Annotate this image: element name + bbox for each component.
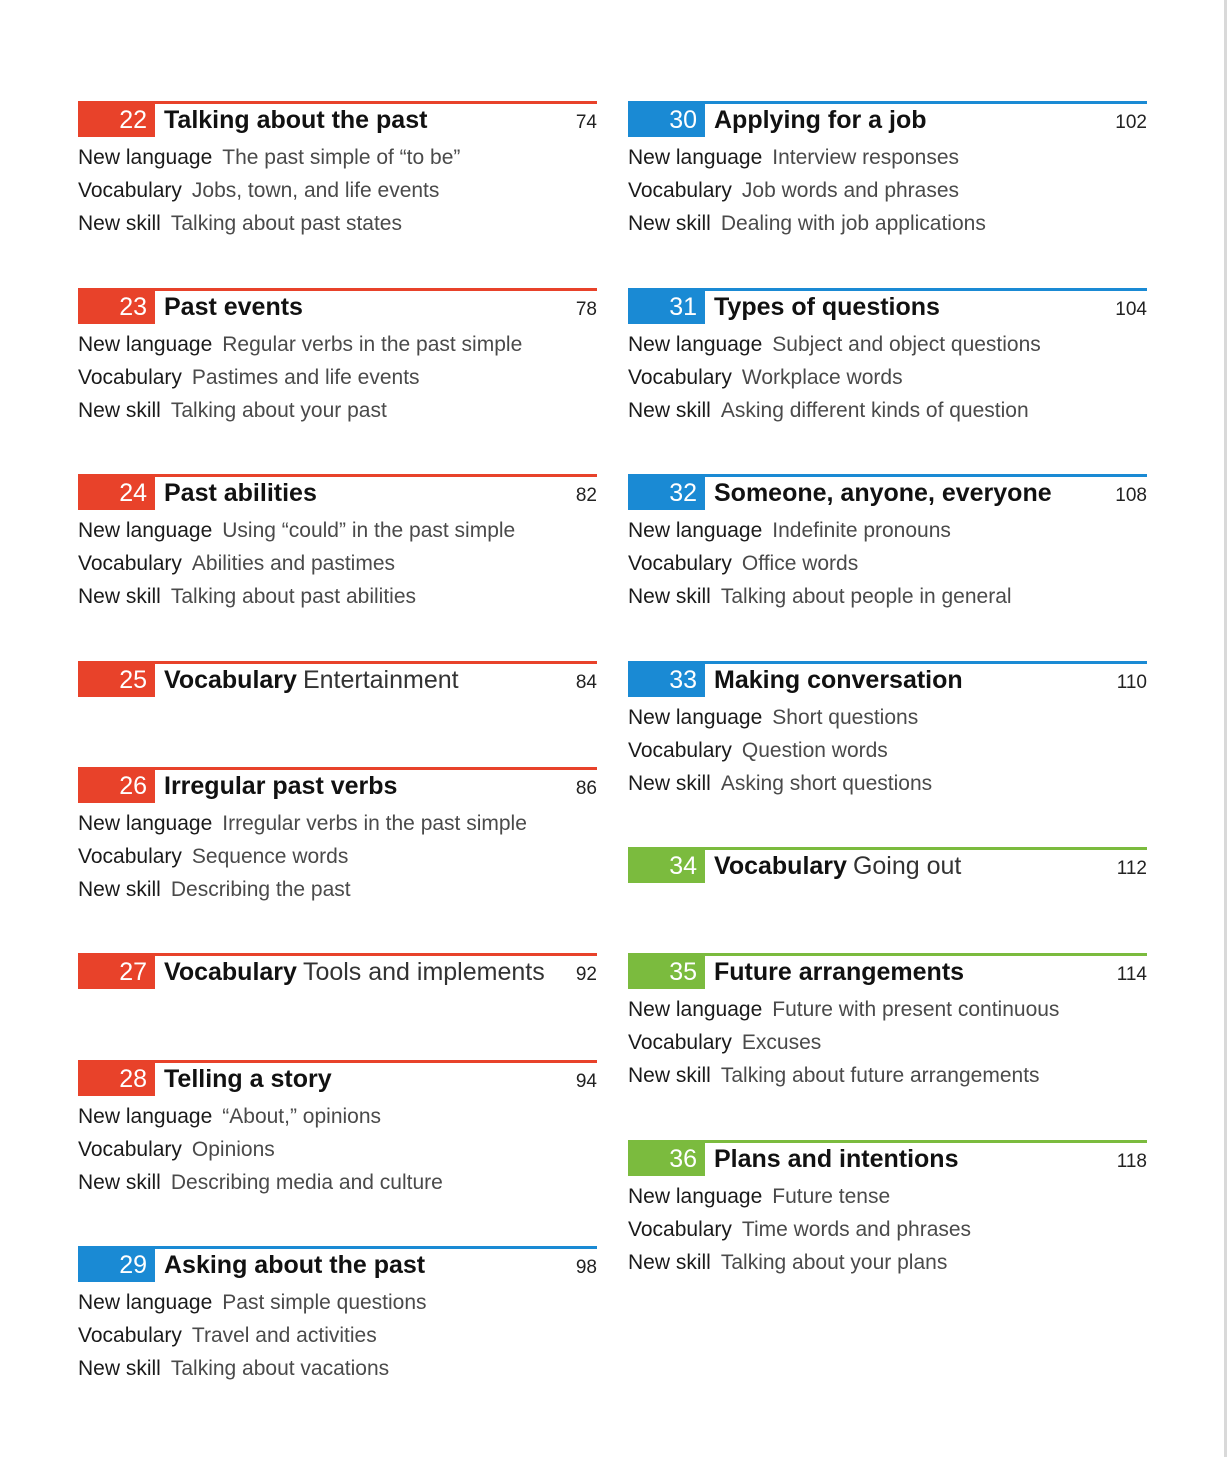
vocabulary-line [628,361,1147,394]
unit-title: Plans and intentions [714,1145,959,1173]
unit-title: Asking about the past [164,1251,426,1279]
new-skill-value: Describing the past [170,878,351,901]
unit-header [628,474,1147,510]
unit-header [78,661,597,697]
new-language-label: New language [628,998,763,1021]
new-skill-label: New skill [628,585,711,608]
new-language-line [78,141,597,174]
new-language-line [78,1100,597,1133]
new-skill-line [628,767,1147,800]
unit-rule [78,474,597,477]
vocabulary-label: Vocabulary [628,552,732,575]
vocabulary-label: Vocabulary [78,1324,182,1347]
new-skill-line [628,394,1147,427]
vocabulary-label: Vocabulary [78,845,182,868]
unit-header [78,953,597,989]
new-skill-line [628,207,1147,240]
new-language-value: The past simple of “to be” [222,146,461,169]
unit-number: 36 [628,1143,705,1176]
vocabulary-line [78,840,597,873]
unit-rule [78,288,597,291]
new-language-line [78,514,597,547]
new-skill-line [78,1166,597,1199]
new-language-label: New language [628,146,763,169]
new-skill-label: New skill [628,1251,711,1274]
unit-title: Making conversation [714,666,963,694]
unit-header [78,288,597,324]
new-language-value: Past simple questions [222,1291,427,1314]
page-number: 78 [575,299,597,320]
unit-header [78,1246,597,1282]
new-language-label: New language [628,1185,763,1208]
new-language-label: New language [78,333,213,356]
unit-number: 22 [78,104,155,137]
unit-header [628,1140,1147,1176]
vocabulary-value: Pastimes and life events [191,366,420,389]
new-language-value: Using “could” in the past simple [222,519,516,542]
new-language-label: New language [628,519,763,542]
page-number: 86 [575,778,597,799]
new-skill-value: Asking short questions [720,772,933,795]
new-skill-value: Talking about people in general [720,585,1012,608]
unit-number: 35 [628,956,705,989]
unit-number: 34 [628,850,705,883]
new-skill-value: Asking different kinds of question [720,399,1029,422]
unit-title: Future arrangements [714,958,965,986]
new-language-value: Future with present continuous [772,998,1060,1021]
page-number: 92 [575,964,597,985]
unit-title: Irregular past verbs [164,772,398,800]
unit-header [628,847,1147,883]
unit-number: 33 [628,664,705,697]
unit-header [628,288,1147,324]
vocabulary-value: Excuses [741,1031,822,1054]
unit-33[interactable] [628,661,1147,800]
unit-subtitle: Tools and implements [302,958,545,986]
new-skill-value: Talking about your past [170,399,387,422]
vocabulary-label: Vocabulary [628,1218,732,1241]
unit-number: 31 [628,291,705,324]
vocabulary-value: Travel and activities [191,1324,377,1347]
new-skill-label: New skill [628,212,711,235]
unit-title: Applying for a job [714,106,927,134]
unit-title [164,956,545,989]
vocabulary-value: Abilities and pastimes [191,552,396,575]
new-language-value: Indefinite pronouns [772,519,951,542]
new-skill-label: New skill [78,1171,161,1194]
new-skill-label: New skill [78,212,161,235]
vocabulary-line [628,1213,1147,1246]
vocabulary-value: Jobs, town, and life events [191,179,440,202]
new-skill-label: New skill [628,772,711,795]
unit-number: 24 [78,477,155,510]
vocabulary-value: Workplace words [741,366,903,389]
unit-header [78,1060,597,1096]
new-language-value: Future tense [772,1185,891,1208]
new-skill-label: New skill [78,878,161,901]
new-language-line [628,328,1147,361]
new-skill-label: New skill [628,1064,711,1087]
new-language-value: Subject and object questions [772,333,1041,356]
page-number: 84 [575,672,597,693]
unit-header [628,661,1147,697]
unit-22[interactable] [78,101,597,240]
unit-title: Types of questions [714,293,940,321]
new-language-label: New language [78,1105,213,1128]
unit-title [164,664,459,697]
page-number: 118 [1116,1151,1147,1172]
unit-34[interactable] [628,847,1147,883]
page-number: 102 [1115,112,1147,133]
page-number: 114 [1116,964,1147,985]
new-skill-value: Describing media and culture [170,1171,443,1194]
vocabulary-value: Time words and phrases [741,1218,972,1241]
unit-25[interactable] [78,661,597,697]
unit-number: 26 [78,770,155,803]
new-language-label: New language [78,519,213,542]
unit-header [628,101,1147,137]
new-skill-line [78,394,597,427]
vocabulary-label: Vocabulary [628,1031,732,1054]
unit-number: 32 [628,477,705,510]
vocabulary-label: Vocabulary [628,179,732,202]
vocabulary-value: Question words [741,739,888,762]
new-skill-line [628,1059,1147,1092]
page-number: 110 [1116,672,1147,693]
new-skill-value: Talking about past abilities [170,585,416,608]
unit-number: 30 [628,104,705,137]
new-language-label: New language [78,146,213,169]
new-skill-value: Dealing with job applications [720,212,986,235]
unit-number: 27 [78,956,155,989]
vocabulary-line [628,1026,1147,1059]
new-language-label: New language [78,812,213,835]
unit-title: Someone, anyone, everyone [714,479,1052,507]
vocabulary-value: Opinions [191,1138,275,1161]
unit-title-keyword: Vocabulary [164,666,297,694]
vocabulary-line [628,174,1147,207]
new-language-line [628,701,1147,734]
new-skill-value: Talking about past states [170,212,402,235]
vocabulary-line [78,174,597,207]
vocabulary-label: Vocabulary [78,179,182,202]
unit-35[interactable] [628,953,1147,1092]
new-skill-line [78,873,597,906]
vocabulary-value: Job words and phrases [741,179,960,202]
unit-header [78,767,597,803]
new-language-label: New language [628,706,763,729]
vocabulary-value: Sequence words [191,845,349,868]
new-language-label: New language [78,1291,213,1314]
vocabulary-line [628,547,1147,580]
unit-36[interactable] [628,1140,1147,1279]
new-skill-value: Talking about your plans [720,1251,948,1274]
unit-26[interactable] [78,767,597,906]
unit-title [714,850,961,883]
page-number: 82 [575,485,597,506]
new-skill-label: New skill [78,1357,161,1380]
new-skill-line [78,1352,597,1385]
page-number: 104 [1115,299,1147,320]
unit-31[interactable] [628,288,1147,427]
vocabulary-label: Vocabulary [78,366,182,389]
unit-32[interactable] [628,474,1147,613]
vocabulary-label: Vocabulary [628,366,732,389]
page-number: 108 [1115,485,1147,506]
unit-title: Talking about the past [164,106,428,134]
new-language-line [78,807,597,840]
unit-title-keyword: Vocabulary [164,958,297,986]
unit-23[interactable] [78,288,597,427]
page-number: 94 [575,1071,597,1092]
new-language-line [628,1180,1147,1213]
new-skill-line [78,580,597,613]
new-skill-line [628,580,1147,613]
new-skill-label: New skill [628,399,711,422]
unit-24[interactable] [78,474,597,613]
vocabulary-line [78,1133,597,1166]
vocabulary-label: Vocabulary [78,552,182,575]
unit-header [78,474,597,510]
unit-title: Telling a story [164,1065,332,1093]
unit-header [628,953,1147,989]
new-language-value: Irregular verbs in the past simple [222,812,527,835]
new-skill-value: Talking about vacations [170,1357,390,1380]
new-language-line [78,1286,597,1319]
unit-subtitle: Entertainment [302,666,459,694]
unit-number: 28 [78,1063,155,1096]
new-skill-value: Talking about future arrangements [720,1064,1040,1087]
new-skill-label: New skill [78,585,161,608]
new-language-line [628,993,1147,1026]
new-language-value: Regular verbs in the past simple [222,333,523,356]
new-language-line [628,514,1147,547]
unit-number: 25 [78,664,155,697]
new-language-line [628,141,1147,174]
unit-title-keyword: Vocabulary [714,852,847,880]
new-language-value: Short questions [772,706,919,729]
unit-header [78,101,597,137]
vocabulary-line [78,361,597,394]
unit-rule [78,1060,597,1063]
unit-title: Past events [164,293,303,321]
new-language-line [78,328,597,361]
vocabulary-label: Vocabulary [78,1138,182,1161]
new-language-value: “About,” opinions [222,1105,382,1128]
vocabulary-value: Office words [741,552,859,575]
unit-number: 29 [78,1249,155,1282]
new-skill-line [78,207,597,240]
new-skill-label: New skill [78,399,161,422]
new-language-value: Interview responses [772,146,960,169]
vocabulary-line [78,1319,597,1352]
unit-27[interactable] [78,953,597,989]
page-number: 112 [1116,858,1147,879]
unit-28[interactable] [78,1060,597,1199]
vocabulary-label: Vocabulary [628,739,732,762]
unit-29[interactable] [78,1246,597,1385]
new-skill-line [628,1246,1147,1279]
new-language-label: New language [628,333,763,356]
page-number: 74 [575,112,597,133]
unit-title: Past abilities [164,479,317,507]
page-number: 98 [575,1257,597,1278]
unit-30[interactable] [628,101,1147,240]
unit-subtitle: Going out [852,852,962,880]
vocabulary-line [628,734,1147,767]
vocabulary-line [78,547,597,580]
unit-number: 23 [78,291,155,324]
